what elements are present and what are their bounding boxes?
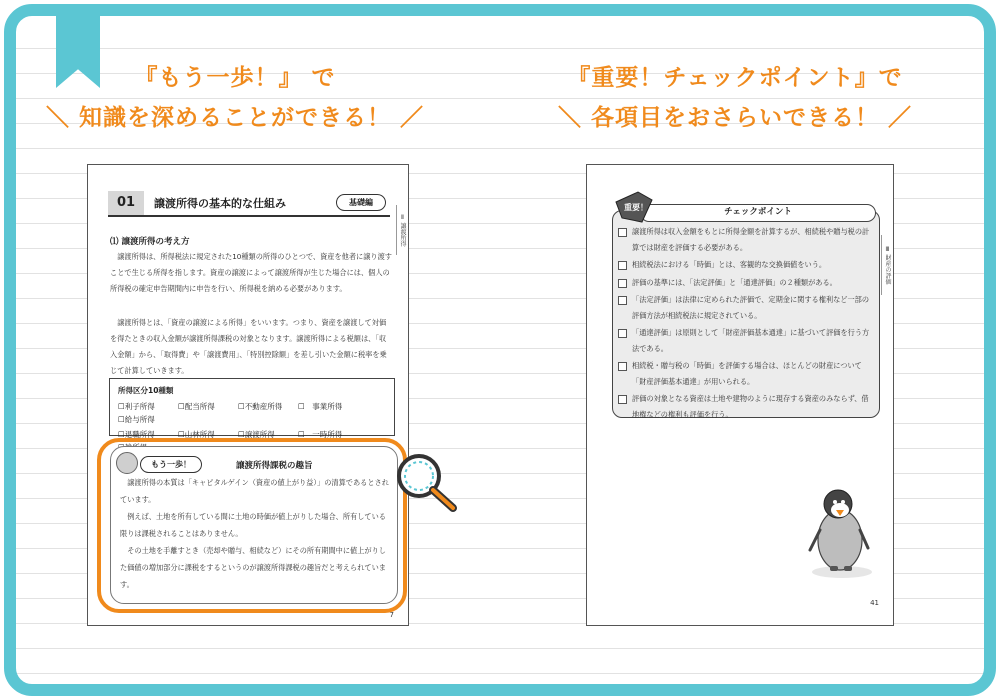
- right-side-tab: Ⅲ 財産の評価: [881, 235, 893, 295]
- checkpoint-item: 「法定評価」は法律に定められた評価で、定期金に関する権利など一部の評価方法が相続税法に規定されている。: [618, 292, 874, 323]
- magnifier-icon: [393, 452, 463, 514]
- right-heading-line1: 『重要！チェックポイント』で: [567, 65, 903, 91]
- checkpoint-item: 「通達評価」は原則として「財産評価基本通達」に基づいて評価を行う方法である。: [618, 325, 874, 356]
- checkpoint-item: 相続税法における「時価」とは、客観的な交換価値をいう。: [618, 257, 874, 273]
- checkpoint-item: 譲渡所得は収入金額をもとに所得金額を計算するが、相続税や贈与税の計算では財産を評価する必要がある。: [618, 224, 874, 255]
- mou-ippo-title: 譲渡所得課税の趣旨: [236, 461, 313, 471]
- section-number: 01: [108, 191, 144, 215]
- avatar-icon: [116, 452, 138, 474]
- classification-box: [109, 378, 395, 439]
- subsection-title: ⑴ 譲渡所得の考え方: [110, 237, 190, 247]
- classification-item: ☐退職所得: [118, 430, 155, 439]
- checkpoint-item: 評価の対象となる資産は土地や建物のように現存する資産のみならず、借地権などの権利も評価を行う。: [618, 391, 874, 422]
- left-heading-line1: 『もう一歩！』 で: [134, 65, 336, 91]
- classification-item: ☐配当所得: [178, 402, 215, 411]
- checkpoint-item: 評価の基準には、「法定評価」と「通達評価」の２種類がある。: [618, 275, 874, 291]
- classification-row-1: [118, 401, 386, 425]
- mou-ippo-text: 譲渡所得の本質は「キャピタルゲイン（資産の値上がり益）」の清算であるとされています。 例えば、土地を所有している間に土地の時価が値上がりした場合、所有している限りは課税されることはありません。 その土地を手離すとき（売却や贈与、相続など）にその所有期間中に値上がりした価値の増加部分に課税をするというのが譲渡所得課税の趣旨だと考えられています。: [120, 478, 389, 589]
- left-heading: [30, 58, 440, 138]
- section-header: [108, 191, 390, 217]
- classification-item: ☐不動産所得: [238, 402, 283, 411]
- checkpoint-header: チェックポイント: [640, 204, 876, 222]
- right-page-number: 41: [870, 599, 879, 607]
- right-heading-line2: ＼ 各項目をおさらいできる！ ／: [557, 105, 912, 131]
- section-badge: 基礎編: [336, 194, 386, 211]
- mou-ippo-badge: もう一歩！: [140, 456, 202, 473]
- important-label: 重要！: [624, 203, 648, 212]
- classification-item: ☐ 事業所得: [298, 402, 343, 411]
- checkpoint-item: 相続税・贈与税の「時価」を評価する場合は、ほとんどの財産について「財産評価基本通達」が用いられる。: [618, 358, 874, 389]
- classification-item: ☐ 一時所得: [298, 430, 343, 439]
- left-page-number: 7: [389, 611, 394, 619]
- checkpoint-list: [618, 224, 874, 424]
- paragraph-2: 譲渡所得とは、「資産の譲渡による所得」をいいます。つまり、資産を譲渡して対価を得たときの収入金額が譲渡所得課税の対象となります。譲渡所得による税額は、「収入金額」から、「取得費」や「譲渡費用」、「特別控除額」を差し引いた金額に税率を乗じて計算していきます。: [110, 318, 387, 375]
- classification-title: 所得区分10種類: [118, 386, 174, 395]
- right-heading: [525, 58, 945, 138]
- left-side-tab: Ⅱ 譲渡所得: [396, 205, 408, 255]
- pointing-hand-icon: [612, 188, 656, 226]
- classification-item: ☐利子所得: [118, 402, 155, 411]
- penguin-mascot-icon: [800, 480, 880, 580]
- classification-item: ☐譲渡所得: [238, 430, 275, 439]
- left-heading-line2: ＼ 知識を深めることができる！ ／: [45, 105, 424, 131]
- paragraph-1: 譲渡所得は、所得税法に規定された10種類の所得のひとつで、資産を他者に譲り渡すことで生じる所得を指します。資産の譲渡によって譲渡所得が生じた場合には、個人の所得税の確定申告期間内に申告を行い、所得税を納める必要があります。: [110, 252, 392, 293]
- classification-item: ☐給与所得: [118, 415, 155, 424]
- classification-item: ☐山林所得: [178, 430, 215, 439]
- section-title: 譲渡所得の基本的な仕組み: [154, 197, 286, 210]
